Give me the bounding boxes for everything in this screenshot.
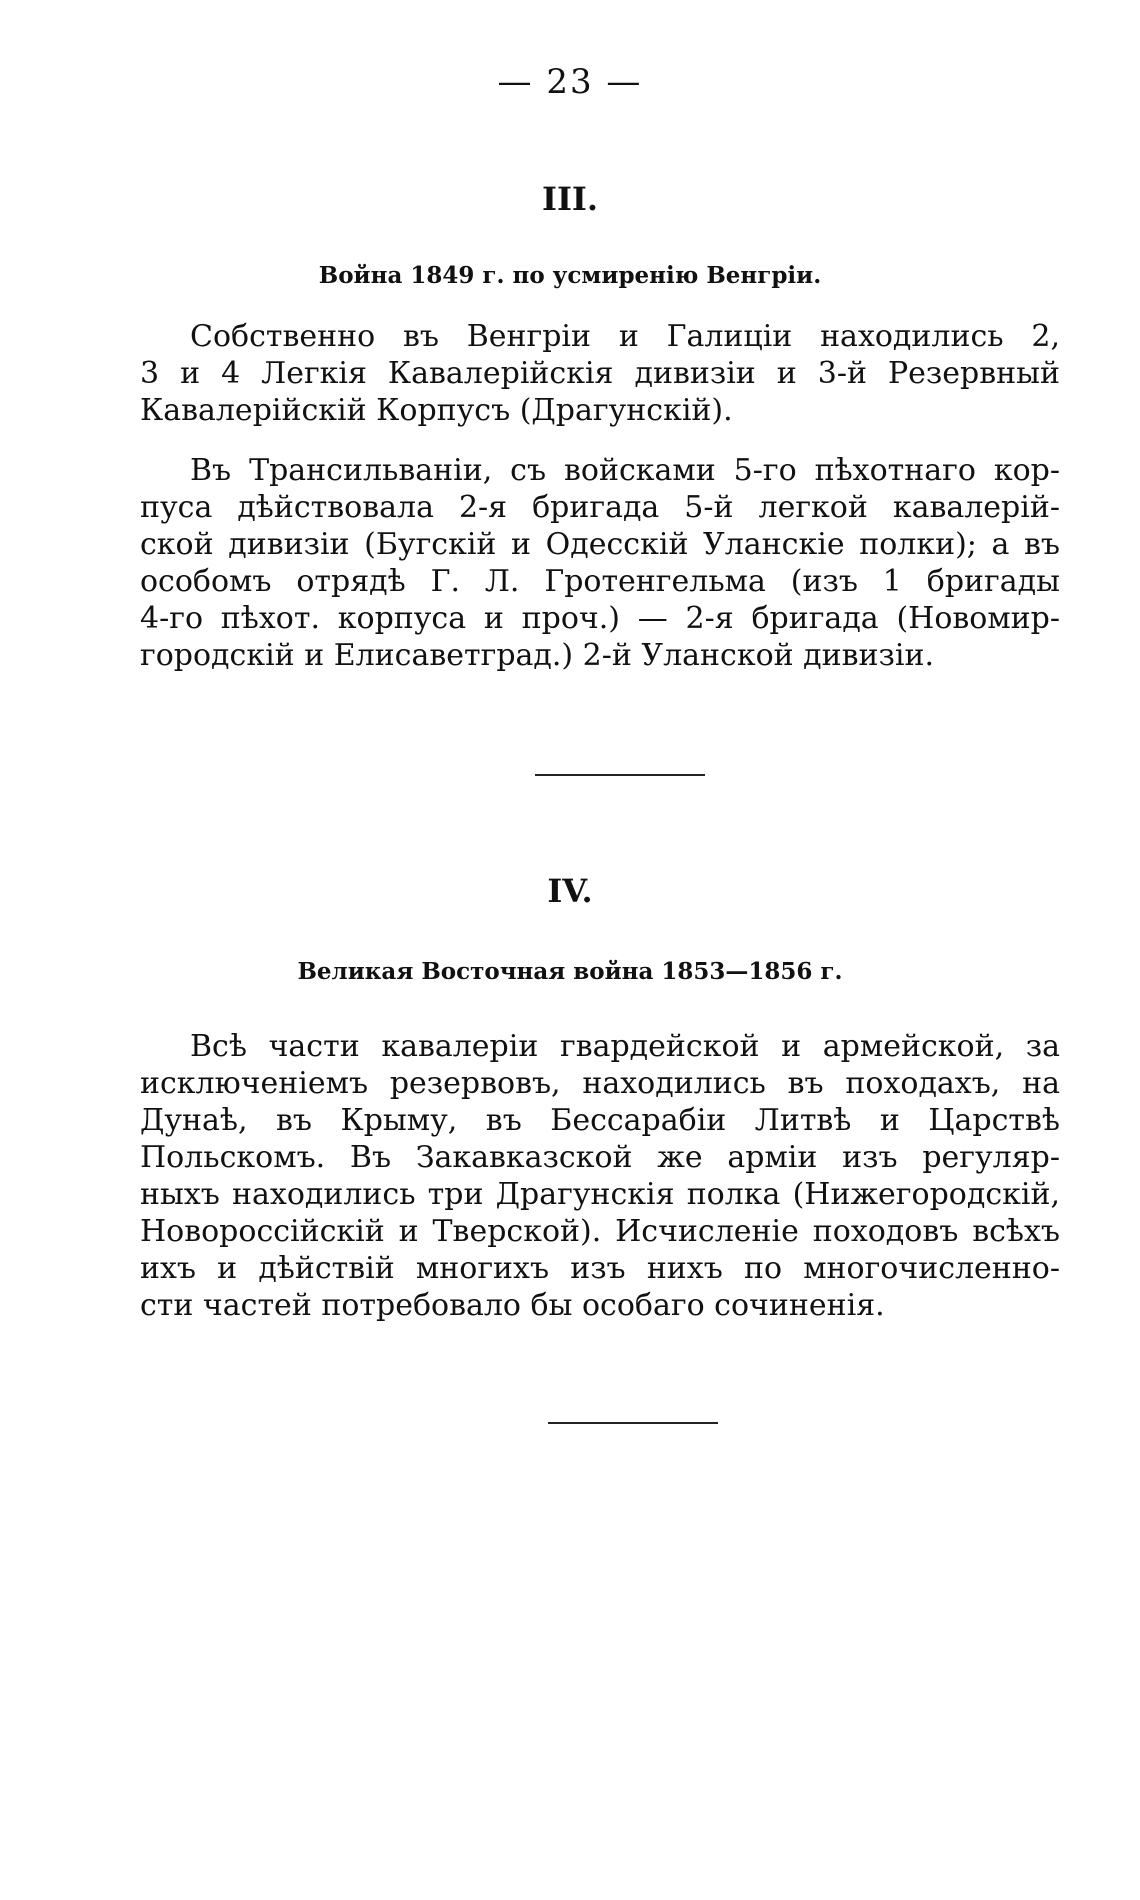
text-line: ныхъ находились три Драгунскія полка (Нижегородскій, xyxy=(140,1177,1060,1212)
section-3-paragraph-1 xyxy=(140,318,1060,429)
text-line: Кавалерійскій Корпусъ (Драгунскій). xyxy=(140,393,733,428)
page-number: — 23 — xyxy=(497,62,643,102)
section-divider xyxy=(535,774,705,776)
text-line: городскій и Елисаветград.) 2-й Уланской дивизіи. xyxy=(140,638,935,673)
text-line: Собственно въ Венгріи и Галиціи находились 2, xyxy=(190,319,1060,354)
text-line: исключеніемъ резервовъ, находились въ походахъ, на xyxy=(140,1066,1060,1101)
section-4-paragraph-1 xyxy=(140,1028,1060,1324)
text-line: сти частей потребовало бы особаго сочиненія. xyxy=(140,1288,885,1323)
text-line: Всѣ части кавалеріи гвардейской и армейской, за xyxy=(190,1029,1060,1064)
section-4-title: Великая Восточная война 1853—1856 г. xyxy=(297,958,843,985)
section-3-paragraph-2 xyxy=(140,452,1060,674)
section-4-numeral: IV. xyxy=(547,872,593,910)
text-line: пуса дѣйствовала 2-я бригада 5-й легкой кавалерій- xyxy=(140,490,1060,525)
text-line: 4-го пѣхот. корпуса и проч.) — 2-я бригада (Новомир- xyxy=(140,601,1060,636)
section-3-numeral: III. xyxy=(541,180,599,218)
text-line: Дунаѣ, въ Крыму, въ Бессарабіи Литвѣ и Царствѣ xyxy=(140,1103,1060,1138)
text-line: 3 и 4 Легкія Кавалерійскія дивизіи и 3-й Резервный xyxy=(140,356,1060,391)
section-3-title: Война 1849 г. по усмиренію Венгріи. xyxy=(318,262,822,289)
section-divider xyxy=(548,1422,718,1424)
text-line: Въ Трансильваніи, съ войсками 5-го пѣхотнаго кор- xyxy=(190,453,1060,488)
text-line: особомъ отрядѣ Г. Л. Гротенгельма (изъ 1 бригады xyxy=(140,564,1060,599)
text-line: Новороссійскій и Тверской). Исчисленіе походовъ всѣхъ xyxy=(140,1214,1060,1249)
text-line: ской дивизіи (Бугскій и Одесскій Уланскіе полки); а въ xyxy=(140,527,1060,562)
text-line: Польскомъ. Въ Закавказской же арміи изъ регуляр- xyxy=(140,1140,1060,1175)
text-line: ихъ и дѣйствій многихъ изъ нихъ по многочисленно- xyxy=(140,1251,1060,1286)
